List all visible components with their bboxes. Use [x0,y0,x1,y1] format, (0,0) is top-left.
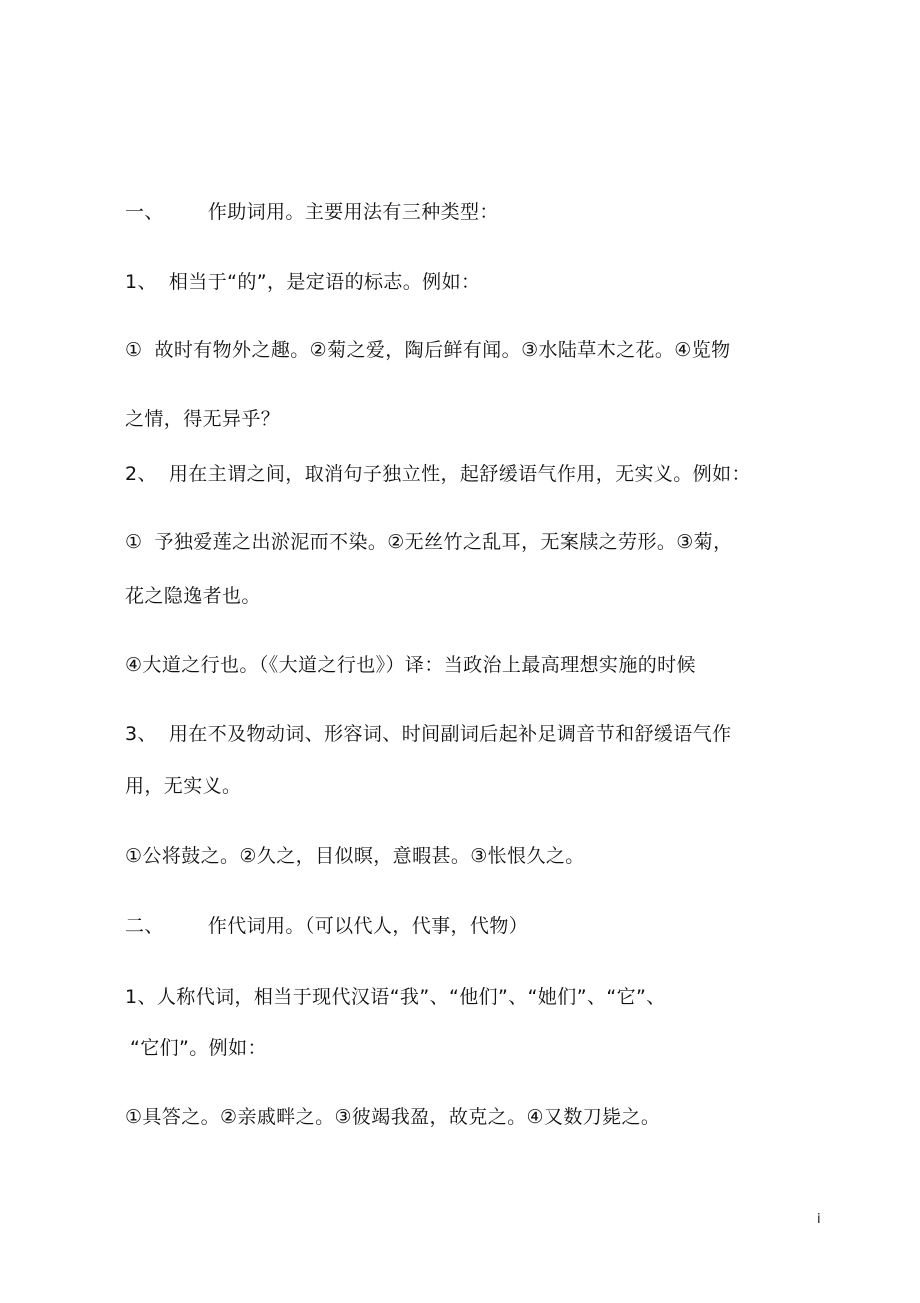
item-text: 相当于“的”，是定语的标志。例如： [168,271,481,293]
example-line: ④大道之行也。（《大道之行也》）译：当政治上最高理想实施的时候 [125,654,696,676]
item-text: 予独爱莲之出淤泥而不染。②无丝竹之乱耳，无案牍之劳形。③菊， [154,531,733,553]
item-text: 用在不及物动词、形容词、时间副词后起补足调音节和舒缓语气作 [168,723,732,745]
item-text: 故时有物外之趣。②菊之爱，陶后鲜有闻。③水陆草木之花。④览物 [154,339,731,361]
item-number: ① [125,339,143,361]
example-line [125,530,733,554]
example-line: ①公将鼓之。②久之，目似暝，意暇甚。③怅恨久之。 [125,845,585,867]
example-line: ①具答之。②亲戚畔之。③彼竭我盈，故克之。④又数刀毙之。 [125,1106,661,1128]
item-number: 1、 [125,271,157,293]
example-line-cont: 之情，得无异乎？ [125,408,281,430]
item-number: 2、 [125,463,157,485]
page-number: i [817,1212,821,1227]
subheading-1 [125,270,480,294]
heading-text: 作代词用。（可以代人，代事，代物） [207,915,529,937]
section-heading-2 [125,914,528,938]
heading-number: 二、 [125,915,164,937]
item-text: 用在主谓之间，取消句子独立性，起舒缓语气作用，无实义。例如： [168,463,751,485]
subheading-1-cont: “它们”。例如： [130,1037,267,1059]
heading-text: 作助词用。主要用法有三种类型： [207,201,499,223]
subheading-3-cont: 用，无实义。 [125,775,242,797]
item-number: ① [125,531,143,553]
item-number: 3、 [125,723,157,745]
example-line [125,338,731,362]
subheading-2 [125,462,751,486]
subheading-1: 1、人称代词，相当于现代汉语“我”、“他们”、“她们”、“它”、 [125,986,666,1008]
heading-number: 一、 [125,201,164,223]
section-heading-1 [125,200,499,224]
example-line-cont: 花之隐逸者也。 [125,585,261,607]
subheading-3 [125,722,732,746]
